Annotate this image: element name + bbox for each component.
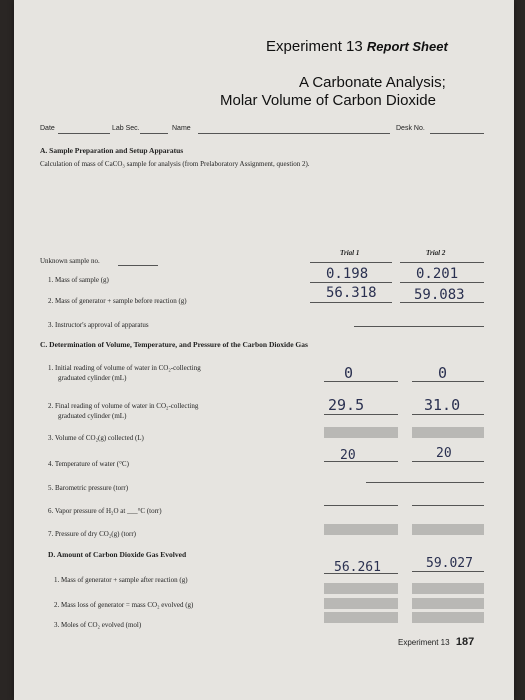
dry-co2-trial2-box (412, 524, 484, 535)
final-reading-trial1: 29.5 (328, 396, 365, 414)
mass-generator-before-label: 2. Mass of generator + sample before reaction (g) (48, 297, 187, 305)
section-a-heading: A. Sample Preparation and Setup Apparatus (40, 146, 184, 155)
desk-line (430, 133, 484, 134)
subtitle-line1: A Carbonate Analysis; (299, 74, 446, 91)
mass-generator-before-t2-line (400, 302, 484, 303)
vapor-pressure-t1-line (324, 505, 398, 506)
vapor-pressure-t2-line (412, 505, 484, 506)
initial-reading-label-1: 1. Initial reading of volume of water in CO₂-collecting (48, 364, 201, 372)
mass-loss-trial2-box-a (412, 583, 484, 594)
report-sheet (14, 0, 514, 700)
mass-sample-t2-line (400, 282, 484, 283)
unknown-t2-line (400, 262, 484, 263)
volume-co2-trial2-box (412, 427, 484, 438)
date-label: Date (40, 125, 55, 132)
initial-reading-label-2: graduated cylinder (mL) (58, 374, 127, 382)
lab-sec-label: Lab Sec. (112, 125, 140, 132)
instructor-approval-label: 3. Instructor's approval of apparatus (48, 321, 149, 329)
final-reading-trial2: 31.0 (424, 396, 461, 414)
mass-after-t1-line (324, 573, 398, 574)
temperature-trial1: 20 (340, 448, 356, 463)
barometric-pressure-label: 5. Barometric pressure (torr) (48, 484, 129, 492)
trial2-header: Trial 2 (426, 249, 446, 257)
initial-t2-line (412, 381, 484, 382)
footer (398, 636, 474, 648)
mass-sample-t1-line (310, 282, 392, 283)
mass-sample-trial2: 0.201 (416, 266, 459, 282)
trial1-header: Trial 1 (340, 249, 360, 257)
dry-co2-pressure-label: 7. Pressure of dry CO₂(g) (torr) (48, 530, 136, 538)
desk-label: Desk No. (396, 125, 425, 132)
mass-generator-before-t1-line (310, 302, 392, 303)
mass-loss-trial2-box-b (412, 598, 484, 609)
instructor-approval-line (354, 326, 484, 327)
final-t2-line (412, 414, 484, 415)
temperature-label: 4. Temperature of water (°C) (48, 460, 129, 468)
lab-sec-line (140, 133, 168, 134)
experiment-title: Experiment 13 (266, 38, 363, 55)
mass-loss-trial1-box-a (324, 583, 398, 594)
mass-generator-after-trial2: 59.027 (426, 556, 473, 571)
final-reading-label-2: graduated cylinder (mL) (58, 412, 127, 420)
final-t1-line (324, 414, 398, 415)
volume-co2-label: 3. Volume of CO₂(g) collected (L) (48, 434, 144, 442)
unknown-sample-line (118, 265, 158, 266)
vapor-pressure-label: 6. Vapor pressure of H₂O at ___°C (torr) (48, 507, 162, 515)
subtitle-line2: Molar Volume of Carbon Dioxide (220, 92, 436, 109)
final-reading-label-1: 2. Final reading of volume of water in CO₂-collecting (48, 402, 199, 410)
mass-sample-trial1: 0.198 (326, 266, 369, 282)
mass-sample-label: 1. Mass of sample (g) (48, 276, 109, 284)
moles-co2-label: 3. Moles of CO₂ evolved (mol) (54, 621, 142, 629)
mass-loss-trial1-box-b (324, 598, 398, 609)
unknown-sample-label: Unknown sample no. (40, 257, 100, 265)
date-line (58, 133, 110, 134)
mass-generator-after-label: 1. Mass of generator + sample after reaction (g) (54, 576, 188, 584)
initial-t1-line (324, 381, 398, 382)
page-number: 187 (455, 636, 475, 648)
mass-generator-before-trial2: 59.083 (414, 287, 465, 303)
temperature-t1-line (324, 461, 398, 462)
initial-reading-trial2: 0 (438, 364, 448, 382)
barometric-pressure-line (366, 482, 484, 483)
volume-co2-trial1-box (324, 427, 398, 438)
report-title (266, 38, 448, 55)
temperature-trial2: 20 (436, 446, 452, 461)
section-a-calc-text: Calculation of mass of CaCO₃ sample for analysis (from Prelaboratory Assignment, question 2). (40, 160, 310, 168)
footer-label: Experiment 13 (398, 638, 450, 647)
mass-generator-after-trial1: 56.261 (334, 560, 381, 575)
report-sheet-label: Report Sheet (366, 39, 448, 54)
unknown-t1-line (310, 262, 392, 263)
initial-reading-trial1: 0 (344, 364, 354, 382)
name-label: Name (172, 125, 191, 132)
moles-co2-trial1-box (324, 612, 398, 623)
temperature-t2-line (412, 461, 484, 462)
mass-after-t2-line (412, 571, 484, 572)
moles-co2-trial2-box (412, 612, 484, 623)
dry-co2-trial1-box (324, 524, 398, 535)
mass-generator-before-trial1: 56.318 (326, 285, 377, 301)
section-c-heading: C. Determination of Volume, Temperature, and Pressure of the Carbon Dioxide Gas (40, 340, 308, 349)
mass-loss-label: 2. Mass loss of generator = mass CO₂ evolved (g) (54, 601, 194, 609)
section-d-heading: D. Amount of Carbon Dioxide Gas Evolved (48, 550, 187, 559)
name-line (198, 133, 390, 134)
